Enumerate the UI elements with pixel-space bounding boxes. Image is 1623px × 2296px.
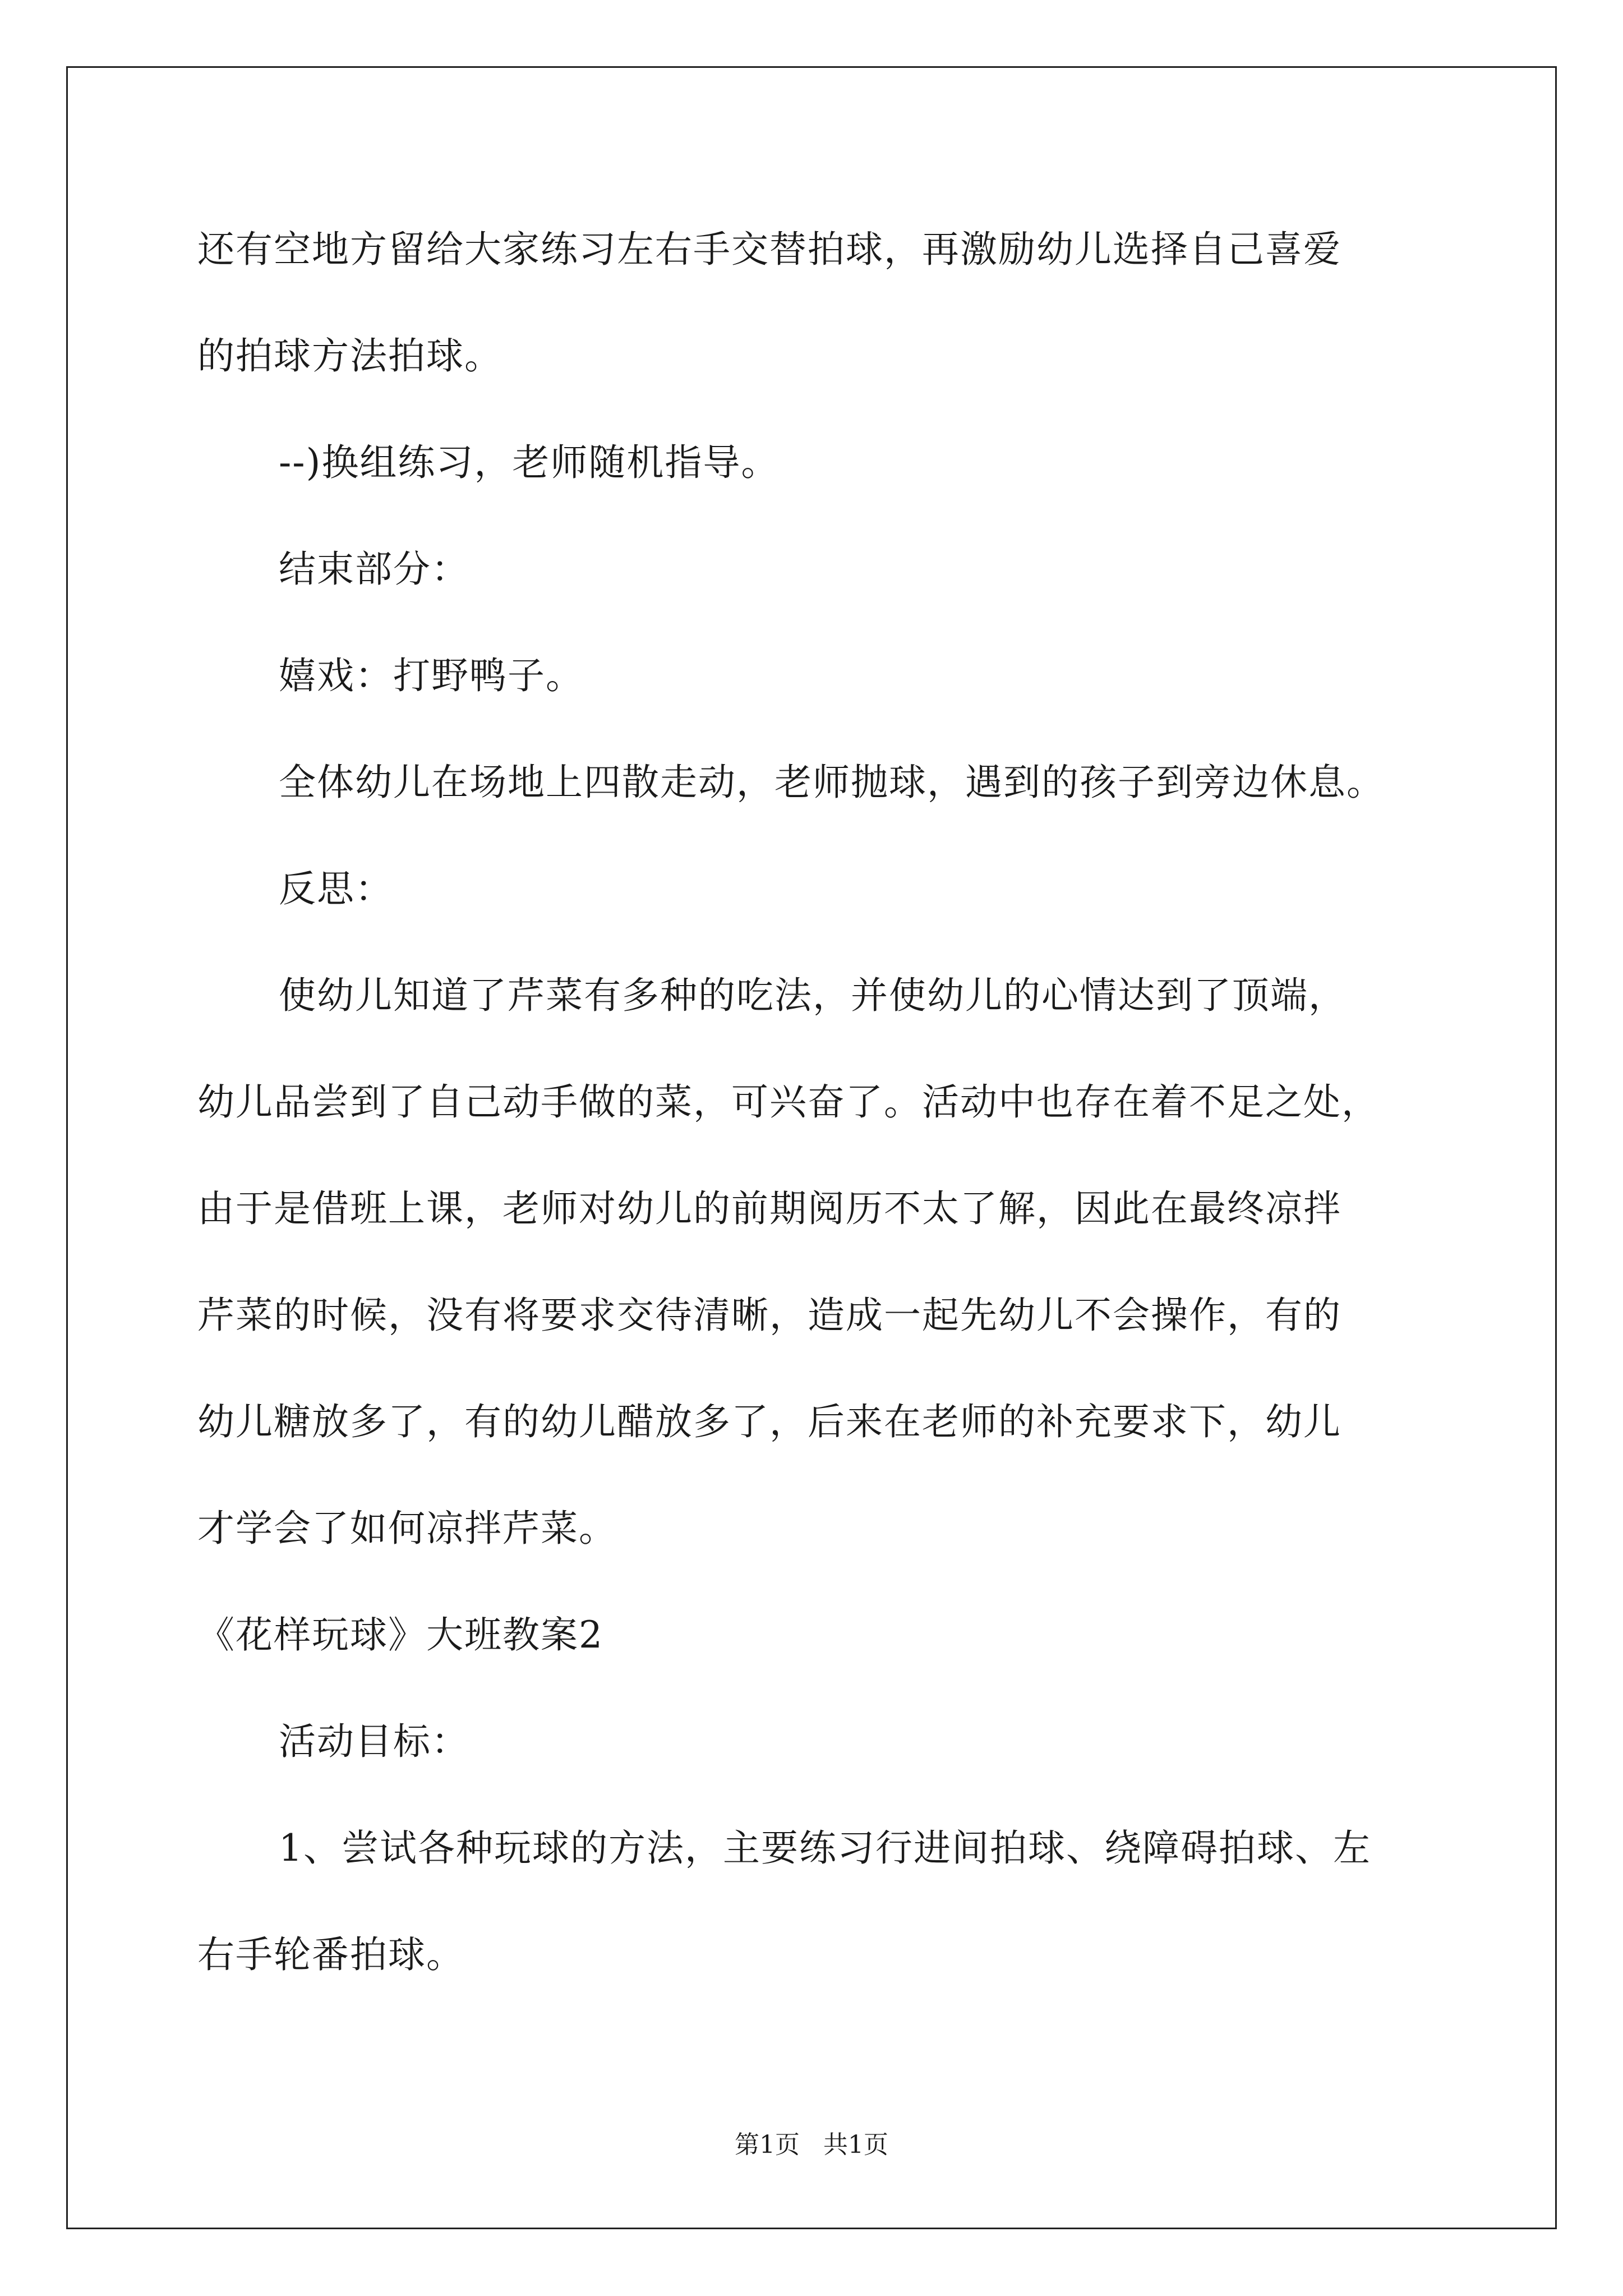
body-text-line: 幼儿品尝到了自己动手做的菜，可兴奋了。活动中也存在着不足之处， [197,1080,1380,1124]
body-text-line: 幼儿糖放多了，有的幼儿醋放多了，后来在老师的补充要求下，幼儿 [197,1400,1341,1443]
body-text-line: 使幼儿知道了芹菜有多种的吃法，并使幼儿的心情达到了顶端， [279,974,1347,1017]
body-text-line: 嬉戏：打野鸭子。 [279,654,584,697]
body-text-line: 1、尝试各种玩球的方法，主要练习行进间拍球、绕障碍拍球、左 [279,1826,1371,1870]
body-text-line: 全体幼儿在场地上四散走动，老师抛球，遇到的孩子到旁边休息。 [279,761,1385,804]
body-text-line: 芹菜的时候，没有将要求交待清晰，造成一起先幼儿不会操作，有的 [197,1294,1341,1337]
body-text-line: 右手轮番拍球。 [197,1933,464,1976]
page-border [66,66,1557,2229]
section-heading: 反思： [279,867,393,910]
section-heading: 活动目标： [279,1720,469,1763]
body-text-line: 由于是借班上课，老师对幼儿的前期阅历不太了解，因此在最终凉拌 [197,1187,1341,1230]
document-title: 《花样玩球》大班教案2 [197,1613,603,1657]
body-text-line: 的拍球方法拍球。 [197,334,502,378]
body-text-line: 还有空地方留给大家练习左右手交替拍球，再激励幼儿选择自己喜爱 [197,228,1341,271]
body-text-line: --)换组练习，老师随机指导。 [279,441,780,484]
section-heading: 结束部分： [279,547,469,591]
body-text-line: 才学会了如何凉拌芹菜。 [197,1507,617,1550]
page-footer: 第1页 共1页 [735,2131,888,2159]
